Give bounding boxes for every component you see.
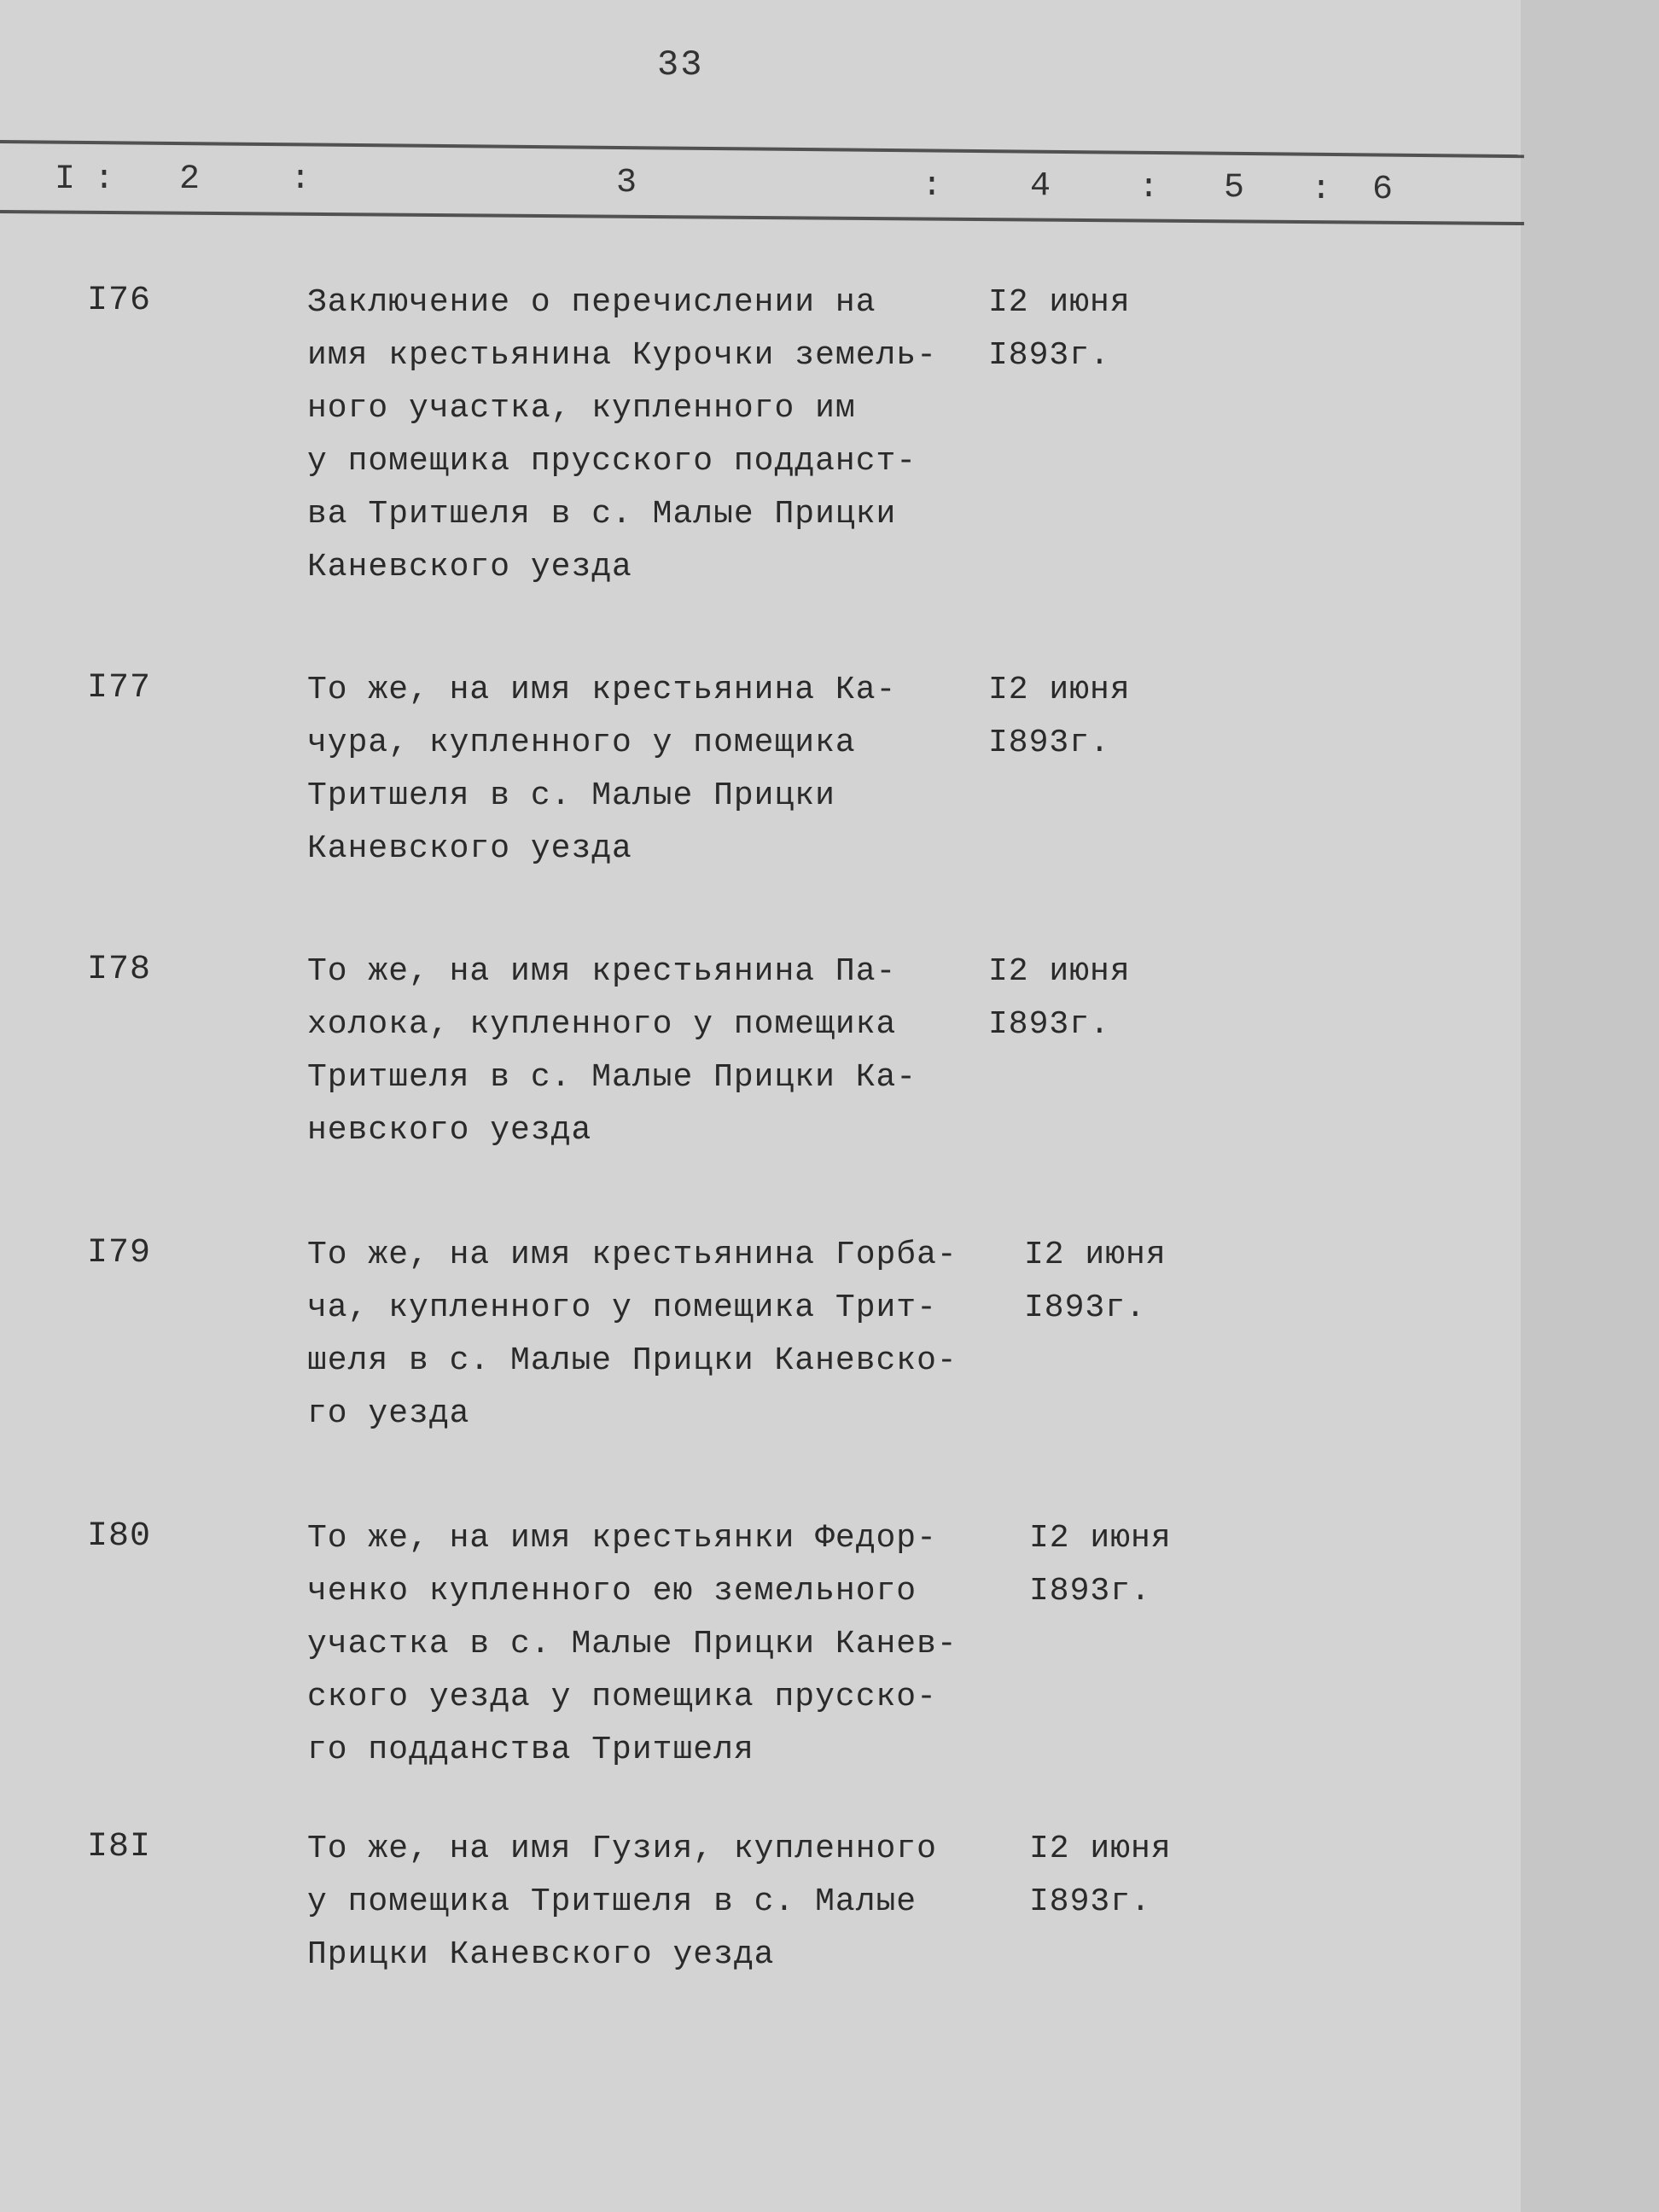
description-line: ного участка, купленного им <box>307 390 856 427</box>
entry-number: I80 <box>87 1517 152 1556</box>
description-line: То же, на имя Гузия, купленного <box>307 1831 937 1867</box>
date-line: I893г. <box>1029 1573 1151 1610</box>
date-line: I893г. <box>988 725 1110 761</box>
description-line: То же, на имя крестьянки Федор- <box>307 1520 937 1557</box>
description-line: участка в с. Малые Прицки Канев- <box>307 1626 958 1662</box>
column-header-5: 5 <box>1224 169 1245 207</box>
column-header-4: 4 <box>1030 167 1051 206</box>
column-separator: : <box>1311 171 1332 209</box>
description-line: То же, на имя крестьянина Па- <box>307 953 897 990</box>
date-line: I893г. <box>988 1006 1110 1043</box>
description-line: Тритшеля в с. Малые Прицки Ка- <box>307 1059 917 1096</box>
description-line: То же, на имя крестьянина Ка- <box>307 672 897 708</box>
date-line: I893г. <box>988 337 1110 374</box>
description-line: Каневского уезда <box>307 830 632 867</box>
page-number: 33 <box>657 44 704 85</box>
date-line: I2 июня <box>1024 1237 1167 1273</box>
column-header-6: 6 <box>1372 171 1394 209</box>
description-line: ва Тритшеля в с. Малые Прицки <box>307 496 897 533</box>
description-line: у помещика прусского подданст- <box>307 443 917 480</box>
description-line: То же, на имя крестьянина Горба- <box>307 1237 958 1273</box>
column-separator: : <box>922 167 943 206</box>
entry-number: I77 <box>87 669 152 707</box>
description-line: ского уезда у помещика прусско- <box>307 1679 937 1715</box>
date-line: I2 июня <box>1029 1520 1172 1557</box>
entry-date <box>988 664 1131 770</box>
description-line: холока, купленного у помещика <box>307 1006 897 1043</box>
scan-margin <box>1521 0 1659 2212</box>
description-line: Заключение о перечислении на <box>307 284 876 321</box>
date-line: I2 июня <box>988 672 1131 708</box>
description-line: у помещика Тритшеля в с. Малые <box>307 1883 917 1920</box>
date-line: I2 июня <box>988 953 1131 990</box>
date-line: I893г. <box>1024 1289 1146 1326</box>
description-line: невского уезда <box>307 1112 592 1149</box>
entry-description <box>307 664 990 876</box>
entry-number: I76 <box>87 282 152 320</box>
description-line: ченко купленного ею земельного <box>307 1573 917 1610</box>
entry-date <box>988 276 1131 382</box>
column-header-1: I <box>55 160 76 199</box>
entry-date <box>1029 1512 1172 1618</box>
entry-date <box>1029 1823 1172 1929</box>
column-header-3: 3 <box>616 164 637 202</box>
description-line: ча, купленного у помещика Трит- <box>307 1289 937 1326</box>
entry-description <box>307 1823 990 1982</box>
date-line: I893г. <box>1029 1883 1151 1920</box>
entry-number: I8I <box>87 1828 152 1866</box>
description-line: Тритшеля в с. Малые Прицки <box>307 777 835 814</box>
description-line: чура, купленного у помещика <box>307 725 856 761</box>
date-line: I2 июня <box>1029 1831 1172 1867</box>
column-separator: : <box>94 160 115 199</box>
entry-description <box>307 1229 990 1441</box>
column-header-2: 2 <box>179 160 201 199</box>
entry-description <box>307 276 990 594</box>
entry-date <box>1024 1229 1167 1335</box>
entry-number: I79 <box>87 1234 152 1272</box>
column-separator: : <box>1138 169 1160 207</box>
description-line: го подданства Тритшеля <box>307 1732 754 1768</box>
entry-description <box>307 946 990 1157</box>
column-separator: : <box>290 160 311 199</box>
entry-number: I78 <box>87 951 152 989</box>
date-line: I2 июня <box>988 284 1131 321</box>
entry-description <box>307 1512 990 1777</box>
description-line: шеля в с. Малые Прицки Каневско- <box>307 1342 958 1379</box>
description-line: го уезда <box>307 1395 470 1432</box>
description-line: имя крестьянина Курочки земель- <box>307 337 937 374</box>
description-line: Прицки Каневского уезда <box>307 1936 775 1973</box>
entry-date <box>988 946 1131 1051</box>
description-line: Каневского уезда <box>307 549 632 585</box>
